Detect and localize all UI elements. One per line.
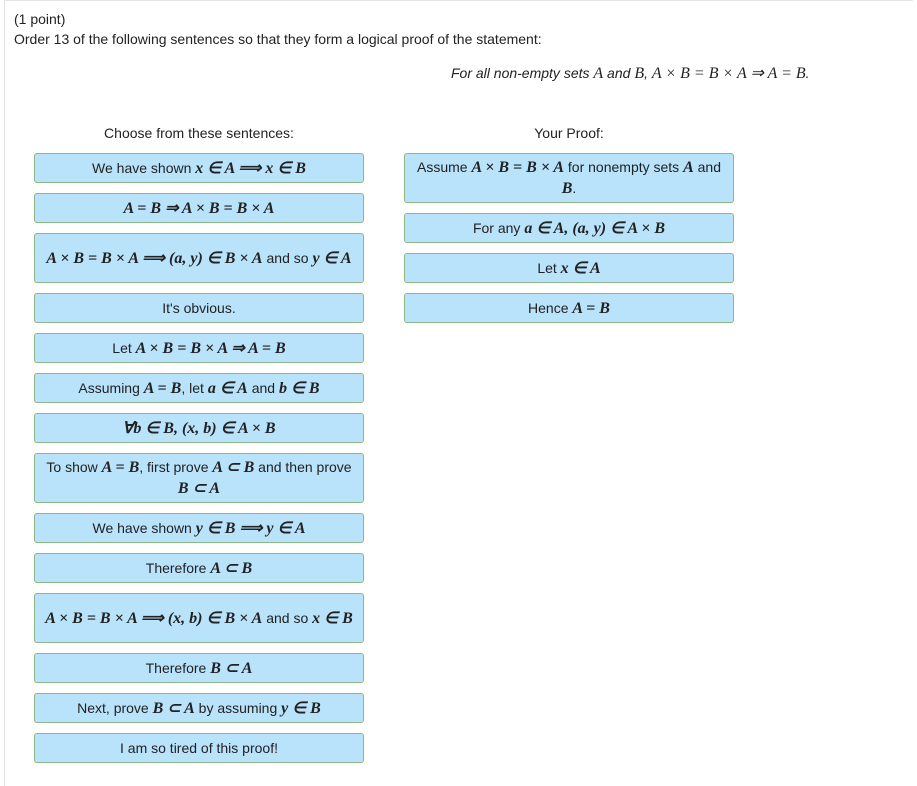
proof-item[interactable]: Let x ∈ A (404, 253, 734, 283)
sentence-item[interactable]: Therefore A ⊂ B (34, 553, 364, 583)
sentence-item[interactable]: Next, prove B ⊂ A by assuming y ∈ B (34, 693, 364, 723)
sentence-item[interactable]: To show A = B, first prove A ⊂ B and then prove B ⊂ A (34, 453, 364, 503)
sentence-item[interactable]: Let A × B = B × A ⇒ A = B (34, 333, 364, 363)
sentence-bank (34, 153, 364, 773)
proof-item[interactable]: For any a ∈ A, (a, y) ∈ A × B (404, 213, 734, 243)
statement-prefix: For all non-empty sets (451, 65, 594, 81)
statement-set-a: A (593, 65, 604, 82)
sentence-item[interactable]: Therefore B ⊂ A (34, 653, 364, 683)
sentence-item[interactable]: ∀b ∈ B, (x, b) ∈ A × B (34, 413, 364, 443)
statement-end: . (805, 65, 810, 81)
choose-sentences-title: Choose from these sentences: (104, 125, 294, 141)
sentence-item[interactable]: A × B = B × A ⟹ (a, y) ∈ B × A and so y ∈ A (34, 233, 364, 283)
sentence-item[interactable]: A = B ⇒ A × B = B × A (34, 193, 364, 223)
statement-set-b: B (634, 65, 645, 82)
sentence-item[interactable]: I am so tired of this proof! (34, 733, 364, 763)
sentence-item[interactable]: We have shown x ∈ A ⟹ x ∈ B (34, 153, 364, 183)
sentence-item[interactable]: A × B = B × A ⟹ (x, b) ∈ B × A and so x ∈ B (34, 593, 364, 643)
proof-item[interactable]: Hence A = B (404, 293, 734, 323)
sentence-item[interactable]: We have shown y ∈ B ⟹ y ∈ A (34, 513, 364, 543)
statement-and: and (603, 65, 635, 81)
sentence-item[interactable]: It's obvious. (34, 293, 364, 323)
proof-item[interactable]: Assume A × B = B × A for nonempty sets A and B. (404, 153, 734, 203)
proof-statement (451, 63, 810, 83)
statement-formula: A × B = B × A ⇒ A = B (651, 65, 806, 82)
sentence-item[interactable]: Assuming A = B, let a ∈ A and b ∈ B (34, 373, 364, 403)
your-proof-title: Your Proof: (534, 125, 604, 141)
instructions-text: Order 13 of the following sentences so that they form a logical proof of the statement: (14, 31, 542, 47)
statement-comma: , (644, 65, 652, 81)
proof-list (404, 153, 734, 333)
points-label: (1 point) (14, 11, 66, 27)
